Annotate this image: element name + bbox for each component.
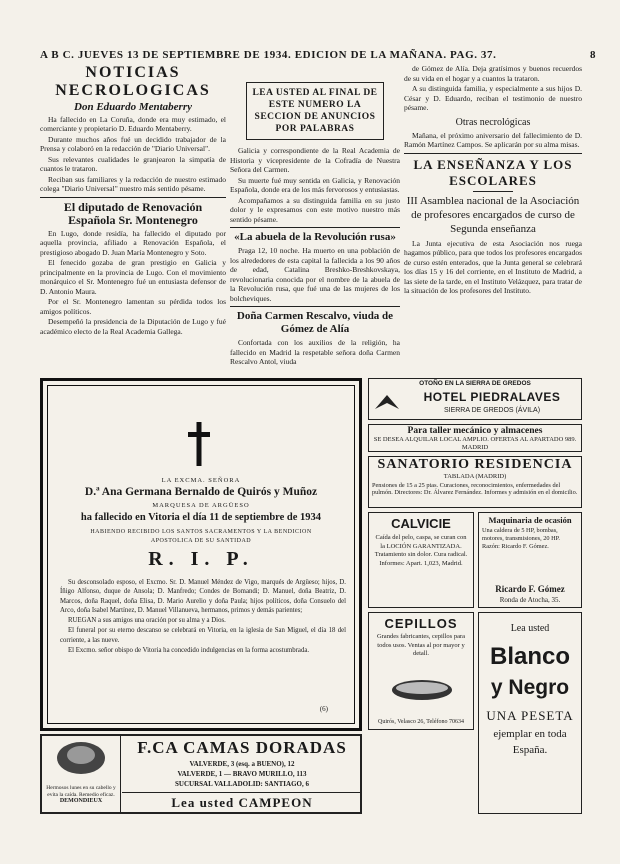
obituary-died: ha fallecido en Vitoria el día 11 de septiembre de 1934: [80, 512, 322, 523]
ad-small-bottom: [368, 734, 474, 814]
paragraph: A su distinguida familia, y especialmente a sus hijos D. César y D. Eduardo, reciban el testimonio de nuestro pésame.: [404, 84, 582, 112]
ad-maquinaria-title: Maquinaria de ocasión: [488, 515, 572, 525]
notice-box: LEA USTED AL FINAL DE ESTE NUMERO LA SECCION DE ANUNCIOS POR PALABRAS: [246, 82, 384, 140]
ad-camas-doradas: [40, 734, 362, 814]
ad-blanco-y-negro: [478, 612, 582, 814]
page-header: A B C. JUEVES 13 DE SEPTIEMBRE DE 1934. EDICION DE LA MAÑANA. PAG. 37.: [40, 49, 497, 61]
obituary-notice: [40, 378, 362, 731]
column-2: [230, 64, 400, 368]
obituary-inner-frame: [47, 385, 355, 724]
section-title-necrologicas: NOTICIAS NECROLOGICAS: [55, 64, 211, 99]
divider: [404, 153, 582, 154]
ad-blanco-line5: ejemplar en toda: [493, 728, 567, 740]
paragraph: El funeral por su eterno descanso se celebrará en Vitoria, en la iglesia de San Miguel, el día 18 del corriente, a las nueve.: [60, 627, 346, 644]
paragraph: Por el Sr. Montenegro lamentan su pérdida todos los amigos políticos.: [40, 297, 226, 316]
column-3: [404, 64, 582, 368]
article-title-rescalvo: Doña Carmen Rescalvo, viuda de Gómez de Alía: [236, 310, 394, 335]
obituary-number: (6): [319, 705, 328, 713]
ad-taller-body: SE DESEA ALQUILAR LOCAL AMPLIO. OFERTAS AL APARTADO 989. MADRID: [373, 436, 577, 451]
ad-maquinaria-addr: Ronda de Atocha, 35.: [499, 595, 561, 604]
paragraph: Desempeñó la presidencia de la Diputación de Lugo y fué académico electo de la Real Academia Gallega.: [40, 317, 226, 336]
ad-blanco-line2: Blanco: [489, 643, 570, 670]
paragraph: En Lugo, donde residía, ha fallecido el diputado por aquella provincia, afiliado a Renovación Española, el prestigioso abogado D. Juan María Montenegro y Soto.: [40, 228, 226, 257]
paragraph: El Excmo. señor obispo de Vitoria ha concedido indulgencias en la forma acostumbrada.: [68, 647, 310, 655]
ad-sanatorio-title: SANATORIO RESIDENCIA: [377, 457, 573, 472]
ad-camas-line3: SUCURSAL VALLADOLID: SANTIAGO, 6: [175, 780, 309, 788]
ad-camas-line1: VALVERDE, 3 (esq. a BUENO), 12: [189, 760, 295, 768]
brush-icon: [389, 675, 455, 705]
paragraph: Reciban sus familiares y la redacción de nuestro estimado colega "Diario Universal" nuestro más sentido pésame.: [40, 174, 226, 193]
article-subtitle-asamblea: III Asamblea nacional de la Asociación de profesores encargados de curso de Segunda enseñanza: [406, 194, 580, 235]
cross-icon: [188, 422, 210, 466]
ad-hotel-brand: HOTEL PIEDRALAVES: [423, 390, 561, 404]
ad-calvicie-title: CALVICIE: [391, 516, 451, 531]
ad-maquinaria-body: Una caldera de 5 HP, bombas, motores, transmisiones, 20 HP. Razón: Ricardo F. Gómez.: [482, 527, 561, 550]
divider: [230, 227, 400, 228]
obituary-body: [60, 578, 346, 703]
ad-cepillos-body: Grandes fabricantes, cepillos para todos usos. Ventas al por mayor y detall.: [376, 633, 466, 657]
paragraph: RUEGAN a sus amigos una oración por su alma y a Dios.: [68, 617, 226, 625]
obituary-rites: HABIENDO RECIBIDO LOS SANTOS SACRAMENTOS Y LA BENDICION APOSTOLICA DE SU SANTIDAD: [90, 529, 312, 544]
paragraph: de Gómez de Alía. Deja gratísimos y buenos recuerdos de su vida en el hogar y a cuantos la trataron.: [404, 64, 582, 83]
ad-camas-line2: VALVERDE, 1 — BRAVO MURILLO, 113: [177, 770, 307, 778]
section-title-ensenanza: LA ENSEÑANZA Y LOS ESCOLARES: [413, 156, 573, 188]
page-mark: 8: [590, 49, 596, 61]
article-title-montenegro: El diputado de Renovación Española Sr. Montenegro: [63, 199, 203, 227]
article-title-otras: Otras necrológicas: [455, 116, 531, 128]
paragraph: Mañana, el próximo aniversario del fallecimiento de D. Ramón Martínez Campos. Se aplicarán por su alma misas.: [404, 130, 582, 149]
ad-calvicie: [368, 512, 474, 608]
bird-icon: [373, 389, 401, 417]
ad-sanatorio: [368, 456, 582, 508]
paragraph: Durante muchos años fué un decidido trabajador de la Prensa y colaboró en la redacción de "Diario Universal".: [40, 134, 226, 153]
paragraph: El fenecido gozaba de gran prestigio en Galicia y principalmente en la provincia de Lugo. Con el movimiento monárquico el Sr. Montenegro fué un entusiasta defensor de D. Antonio Maura.: [40, 258, 226, 296]
ad-camas-bottom: Lea usted CAMPEON: [122, 792, 362, 811]
article-title-mentaberry: Don Eduardo Mentaberry: [74, 101, 192, 113]
paragraph: Praga 12, 10 noche. Ha muerto en una población de los alrededores de esta capital la fallecida a los 90 años de edad, Catalina Breshko-Breshkovskaya, revolucionaria conocida por el nombre de la abuela de la Revolución rusa, que fué una de las mujeres de los bolcheviques.: [230, 246, 400, 303]
divider: [40, 197, 226, 198]
obituary-title-line: MARQUESA DE ARGÜESO: [152, 502, 250, 509]
obituary-rip: R. I. P.: [148, 548, 254, 570]
ad-hotel-top: OTOÑO EN LA SIERRA DE GREDOS: [419, 380, 531, 387]
column-1: [40, 64, 226, 368]
ad-calvicie-body: Caída del pelo, caspa, se curan con la LOCIÓN GARANTIZADA. Tratamiento sin dolor. Cura radical. Informes: Apart. 1,023, Madrid.: [374, 534, 468, 567]
ad-hotel-gredos: [368, 378, 582, 420]
paragraph: La Junta ejecutiva de esta Asociación nos ruega hagamos público, para que todos los profesores encargados de curso estén enterados, que la Junta general se celebrará los días 15 y 16 del corriente, en el Instituto de Madrid, a las siete de la tarde, en el Instituto Velázquez, para tratar de la situación de los profesores del Instituto.: [404, 238, 582, 295]
paragraph: Su muerte fué muy sentida en Galicia, y Renovación Española, donde era de los más fervorosos y entusiastas.: [230, 175, 400, 194]
divider: [230, 306, 400, 307]
paragraph: Sus relevantes cualidades le granjearon la simpatía de cuantos le trataron.: [40, 154, 226, 173]
article-title-abuela: «La abuela de la Revolución rusa»: [234, 231, 396, 243]
ad-sanatorio-body: Pensiones de 15 a 25 ptas. Curaciones, reconocimientos, enfermedades del pulmón. Directores: Dr. Álvarez Fernández. Informes y admisión en el domicilio.: [372, 481, 578, 496]
obituary-pre: LA EXCMA. SEÑORA: [161, 477, 241, 484]
ad-sanatorio-sub: TABLADA (MADRID): [443, 473, 507, 480]
ad-cepillos: [368, 612, 474, 730]
paragraph: Su desconsolado esposo, el Excmo. Sr. D. Manuel Méndez de Vigo, marqués de Argüeso; hijos, D. Íñigo Alfonso, duque de Ansola; D. Manfredo; Condes de Bomandi; D. Manuel, doña Beatriz, D. Marcos, doña Raquel, doña Elisa, D. Mario Aurelio y doña Paula; hijos políticos, doña Consuelo del Arco, doña Isabel Martínez, D. Manuel Villanueva, hermanos, primos y demás parientes;: [60, 579, 346, 614]
ad-left-panel: [42, 736, 121, 812]
paragraph: Ha fallecido en La Coruña, donde era muy estimado, el comerciante y propietario D. Eduardo Mentaberry.: [40, 114, 226, 133]
paragraph: Acompañamos a su distinguida familia en su justo dolor y le expresamos con este motivo nuestro más sentido pésame.: [230, 195, 400, 224]
ad-cepillos-title: CEPILLOS: [384, 616, 458, 631]
illustration-icon: [42, 736, 120, 780]
paragraph: Confortada con los auxilios de la religión, ha fallecido en Madrid la respetable señora doña Carmen Rescalvo Antol, viuda: [230, 338, 400, 366]
ad-taller-title: Para taller mecánico y almacenes: [407, 426, 543, 436]
ad-taller: [368, 424, 582, 452]
ad-hotel-sub: SIERRA DE GREDOS (ÁVILA): [443, 407, 541, 414]
ad-maquinaria: [478, 512, 582, 608]
ad-maquinaria-name: Ricardo F. Gómez: [495, 584, 565, 594]
ad-blanco-line4: UNA PESETA: [486, 708, 574, 723]
divider: [473, 191, 513, 192]
ad-left-brand: DEMONDIEUX: [59, 798, 103, 804]
ad-blanco-line1: Lea usted: [510, 623, 550, 634]
ad-camas-title: F.CA CAMAS DORADAS: [137, 738, 347, 757]
obituary-name: D.ª Ana Germana Bernaldo de Quirós y Muñoz: [84, 486, 318, 498]
ad-cepillos-footer: Quirós, Velasco 26, Teléfono 70634: [377, 718, 464, 725]
ad-blanco-line6: España.: [512, 744, 548, 756]
ad-left-text: Hermosos lunes en su cabello y evita la caída. Remedio eficaz.: [46, 785, 116, 798]
paragraph: Galicia y correspondiente de la Real Academia de Historia y vicepresidente de la Cofradía de Nuestra Señora del Carmen.: [230, 146, 400, 174]
ad-blanco-line3: y Negro: [490, 676, 570, 699]
